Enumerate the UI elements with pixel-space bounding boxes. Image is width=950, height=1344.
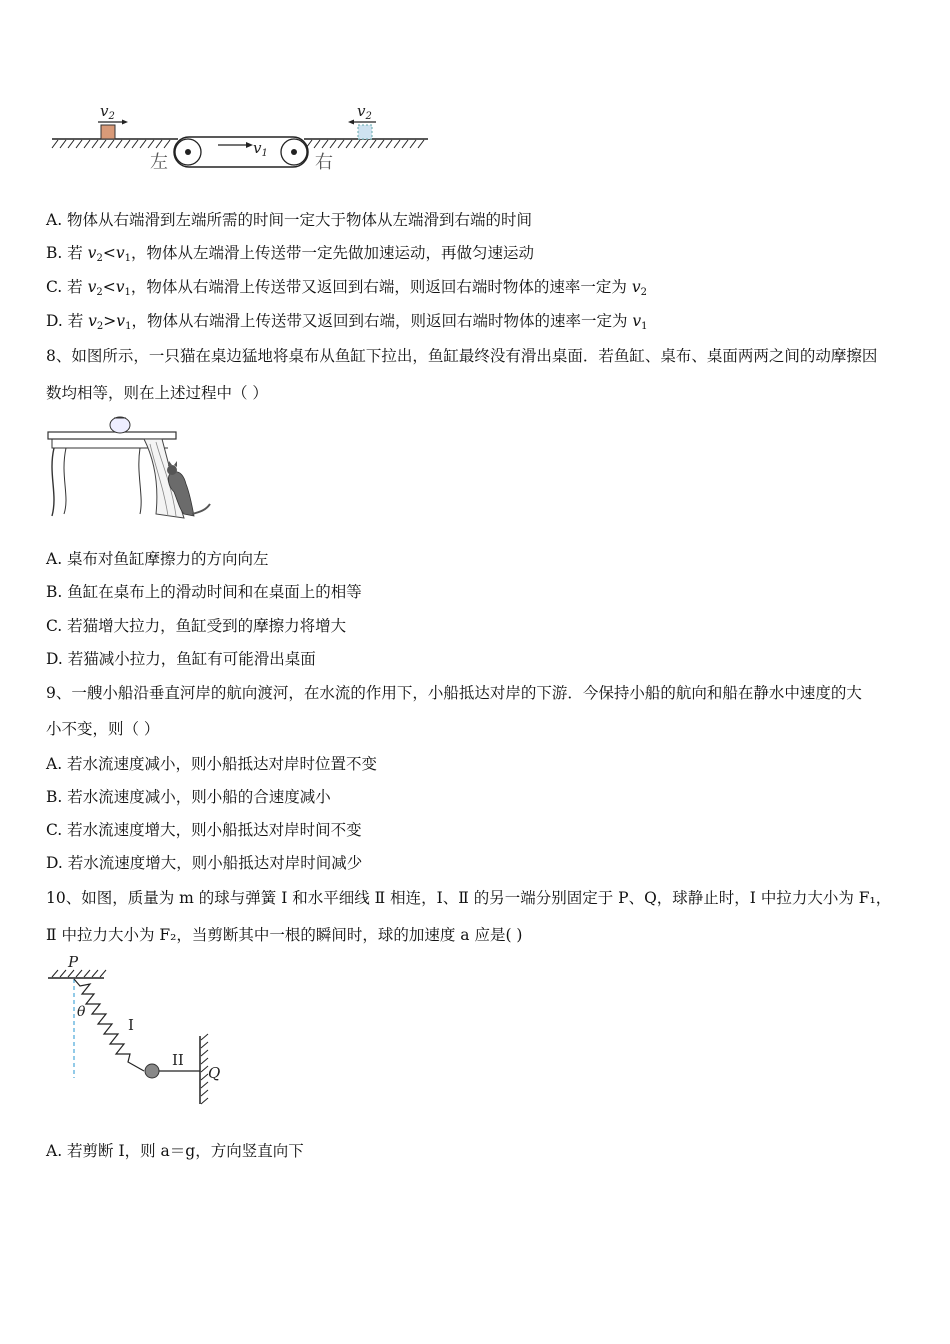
q9-option-d: D. 若水流速度增大，则小船抵达对岸时间减少 [46, 854, 363, 872]
q8-stem-line1: 8、如图所示，一只猫在桌边猛地将桌布从鱼缸下拉出，鱼缸最终没有滑出桌面．若鱼缸、桌布、桌面两两之间的动摩擦因 [46, 347, 878, 365]
q7-option-b: B. 若 $v_2<v_1$，物体从左端滑上传送带一定先做加速运动，再做匀速运动 [46, 244, 534, 264]
q9-option-b: B. 若水流速度减小，则小船的合速度减小 [46, 788, 331, 806]
q8-option-b: B. 鱼缸在桌布上的滑动时间和在桌面上的相等 [46, 583, 362, 601]
right-label: 右 [315, 152, 333, 173]
v1-label: $v_1$ [253, 139, 268, 159]
cat-tablecloth-figure [44, 414, 214, 524]
q8-option-d: D. 若猫减小拉力，鱼缸有可能滑出桌面 [46, 650, 316, 668]
q9-stem-line2: 小不变，则（ ） [46, 720, 160, 738]
q10-stem-line1: 10、如图，质量为 m 的球与弹簧 Ⅰ 和水平细线 Ⅱ 相连，Ⅰ、Ⅱ 的另一端分别固定于 P、Q，球静止时，Ⅰ 中拉力大小为 F₁， [46, 889, 892, 907]
q9-stem-line1: 9、一艘小船沿垂直河岸的航向渡河，在水流的作用下，小船抵达对岸的下游．今保持小船的航向和船在静水中速度的大 [46, 684, 862, 702]
v2-right-label: $v_2$ [357, 102, 372, 122]
q8-stem-line2: 数均相等，则在上述过程中（ ） [46, 384, 268, 402]
q8-option-c: C. 若猫增大拉力，鱼缸受到的摩擦力将增大 [46, 617, 347, 635]
label-theta: θ [77, 1004, 86, 1020]
left-label: 左 [150, 152, 168, 173]
label-p: P [68, 954, 79, 971]
q9-option-c: C. 若水流速度增大，则小船抵达对岸时间不变 [46, 821, 362, 839]
label-ii: II [172, 1051, 184, 1069]
q10-stem-line2: Ⅱ 中拉力大小为 F₂，当剪断其中一根的瞬间时，球的加速度 a 应是( ) [46, 926, 523, 944]
q10-option-a: A. 若剪断 Ⅰ，则 a＝g，方向竖直向下 [46, 1142, 304, 1160]
label-q: Q [208, 1064, 221, 1082]
q7-option-c: C. 若 $v_2<v_1$，物体从右端滑上传送带又返回到右端，则返回右端时物体的速率一定为 $v_2$ [46, 278, 647, 298]
q7-option-d: D. 若 $v_2>v_1$，物体从右端滑上传送带又返回到右端，则返回右端时物体的速率一定为 $v_1$ [46, 312, 648, 332]
label-i: I [128, 1016, 134, 1034]
q8-option-a: A. 桌布对鱼缸摩擦力的方向向左 [46, 550, 269, 568]
q9-option-a: A. 若水流速度减小，则小船抵达对岸时位置不变 [46, 755, 378, 773]
conveyor-belt-figure [48, 100, 438, 180]
v2-left-label: $v_2$ [100, 102, 115, 122]
q7-option-a: A. 物体从右端滑到左端所需的时间一定大于物体从左端滑到右端的时间 [46, 211, 533, 229]
spring-ball-figure [44, 954, 244, 1114]
